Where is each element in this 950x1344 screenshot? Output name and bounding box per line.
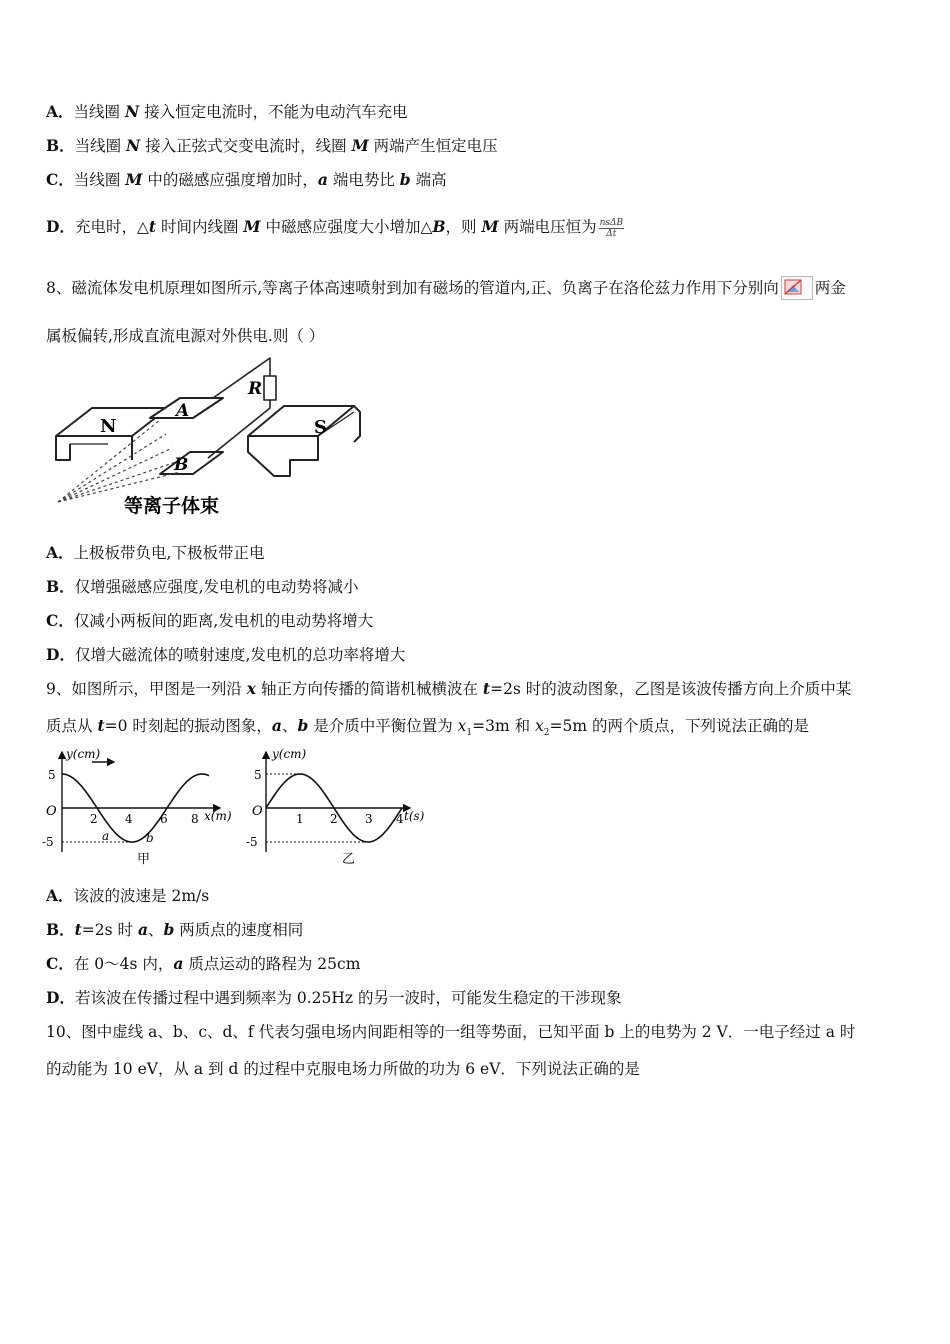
q9-option-c: C．在 0～4s 内，a 质点运动的路程为 25cm [46,954,361,973]
q8-option-a: A．上极板带负电,下极板带正电 [46,543,265,562]
x-tick-2: 2 [90,812,98,826]
wave-graph-jia [40,744,240,868]
broken-image-icon [781,276,813,300]
origin-label: O [252,804,263,819]
q9-stem-line1: 9、如图所示，甲图是一列沿 x 轴正方向传播的简谐机械横波在 t=2s 时的波动图象，乙图是该波传播方向上介质中某 [46,679,852,698]
y-tick-neg5: -5 [246,835,258,849]
q9-option-a: A．该波的波速是 2m/s [46,886,210,905]
b-label: B [174,455,189,475]
s-magnet-front [248,436,318,476]
y-tick-neg5: -5 [42,835,54,849]
s-label: S [314,417,327,438]
q7-option-b: B．当线圈 N 接入正弦式交变电流时，线圈 M 两端产生恒定电压 [46,136,498,155]
graph-caption: 乙 [342,852,356,867]
q8-stem-line1: 8、磁流体发电机原理如图所示,等离子体高速喷射到加有磁场的管道内,正、负离子在洛伦兹力作用下分别向 两金 [46,276,846,300]
n-label: N [100,416,117,437]
graph-caption: 甲 [137,852,151,867]
a-label: A [176,401,190,421]
mhd-generator-figure [48,356,368,520]
y-tick-5: 5 [48,768,56,782]
n-magnet-front [56,436,70,460]
x-tick-6: 6 [160,812,168,826]
q7-option-c: C．当线圈 M 中的磁感应强度增加时，a 端电势比 b 端高 [46,170,447,189]
s-magnet-top [248,406,354,436]
y-axis-label: y(cm) [66,747,101,761]
q9-option-b: B．t=2s 时 a、b 两质点的速度相同 [46,920,304,939]
q8-stem-line2: 属板偏转,形成直流电源对外供电.则（ ） [46,327,325,345]
x-tick-4: 4 [125,812,133,826]
q8-option-b: B．仅增强磁感应强度,发电机的电动势将减小 [46,577,359,596]
q10-stem-line2: 的动能为 10 eV，从 a 到 d 的过程中克服电场力所做的功为 6 eV．下列说法正确的是 [46,1060,640,1078]
x-axis-label: x(m) [204,809,232,823]
y-axis-label: y(cm) [272,747,307,761]
origin-label: O [46,804,57,819]
q7-option-a: A．当线圈 N 接入恒定电流时，不能为电动汽车充电 [46,102,408,121]
t-tick-4: 4 [396,812,404,826]
plate-b [160,452,223,474]
t-tick-2: 2 [330,812,338,826]
q10-stem-line1: 10、图中虚线 a、b、c、d、f 代表匀强电场内间距相等的一组等势面，已知平面 b 上的电势为 2 V．一电子经过 a 时 [46,1023,856,1041]
t-tick-3: 3 [365,812,373,826]
point-b-label: b [146,831,154,845]
y-tick-5: 5 [254,768,262,782]
fraction-formula: $\frac{\text{nsΔB}}{\Delta t}$ [599,217,624,239]
resistor-r [264,376,276,400]
x-tick-8: 8 [191,812,199,826]
vibration-graph-yi [240,744,440,868]
figure-caption: 等离子体束 [124,495,220,517]
q8-option-d: D．仅增大磁流体的喷射速度,发电机的总功率将增大 [46,645,406,664]
q9-option-d: D．若该波在传播过程中遇到频率为 0.25Hz 的另一波时，可能发生稳定的干涉现象 [46,988,622,1007]
q7-option-d: D．充电时，△t 时间内线圈 M 中磁感应强度大小增加△B，则 M 两端电压恒为 $\frac{\text{nsΔB}}{\Delta t}$ [46,217,624,239]
point-a-label: a [102,829,110,843]
q9-stem-line2: 质点从 t=0 时刻起的振动图象，a、b 是介质中平衡位置为 $x_1=3m$ 和 $x_2=5m$ 的两个质点，下列说法正确的是 [46,716,810,739]
q8-option-c: C．仅减小两板间的距离,发电机的电动势将增大 [46,611,374,630]
r-label: R [248,379,263,399]
t-axis-label: t(s) [404,809,425,823]
t-tick-1: 1 [296,812,304,826]
